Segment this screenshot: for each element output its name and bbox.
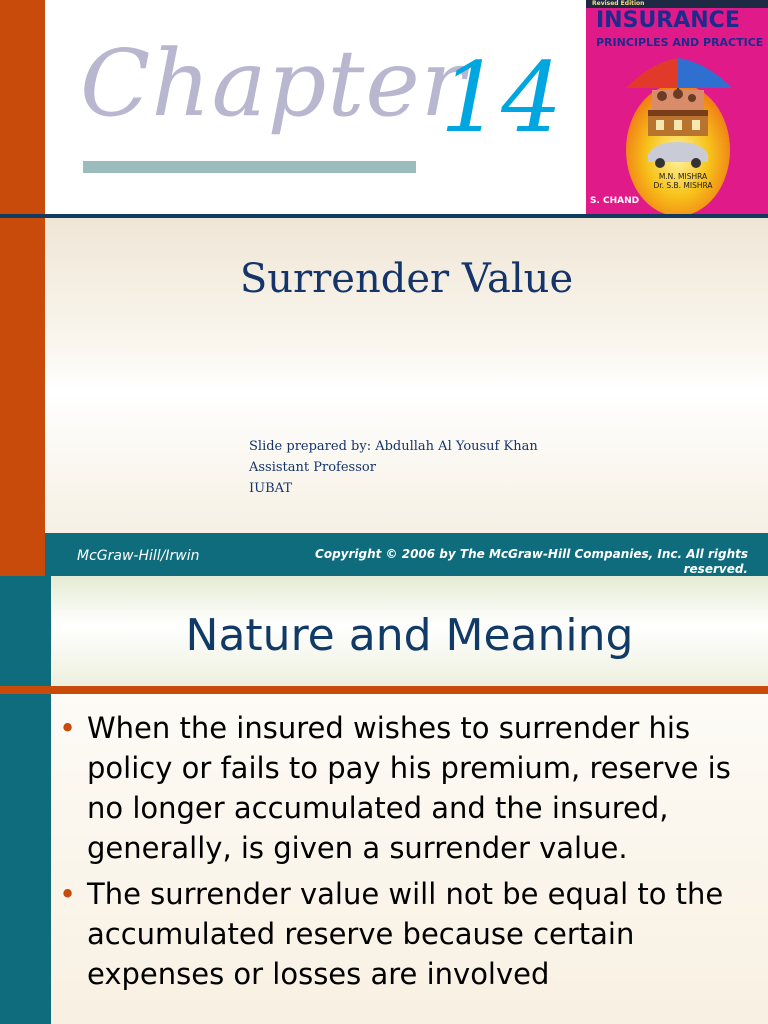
credit-line: IUBAT bbox=[249, 481, 292, 496]
bullet-list bbox=[59, 708, 759, 1000]
chapter-number: 14 bbox=[440, 42, 563, 154]
bullet-item bbox=[59, 708, 759, 868]
book-cover-image bbox=[586, 0, 768, 214]
bullet-item bbox=[59, 874, 759, 994]
footer-publisher: McGraw-Hill/Irwin bbox=[77, 548, 200, 564]
left-accent-bar bbox=[0, 576, 51, 1024]
bullet-dot-icon: • bbox=[59, 711, 77, 745]
bullet-text: The surrender value will not be equal to the accumulated reserve because certain expenses or losses are involved bbox=[87, 877, 724, 991]
content-slide bbox=[0, 576, 768, 1024]
book-publisher: S. CHAND bbox=[590, 196, 640, 206]
chapter-heading: Chapter bbox=[80, 30, 466, 137]
book-authors bbox=[638, 172, 728, 190]
slide-credits bbox=[249, 436, 538, 499]
slide-title: Nature and Meaning bbox=[185, 610, 634, 661]
title-rule bbox=[0, 686, 768, 694]
book-author: Dr. S.B. MISHRA bbox=[653, 181, 713, 190]
credit-line: Slide prepared by: Abdullah Al Yousuf Khan bbox=[249, 439, 538, 454]
slide-footer bbox=[45, 533, 768, 576]
footer-copyright: Copyright © 2006 by The McGraw-Hill Companies, Inc. All rights reserved. bbox=[315, 547, 748, 576]
credit-line: Assistant Professor bbox=[249, 460, 376, 475]
chapter-underline bbox=[83, 161, 416, 173]
content-slide-header bbox=[51, 576, 768, 686]
bullet-text: When the insured wishes to surrender his policy or fails to pay his premium, reserve is no longer accumulated and the insured, generally, is given a surrender value. bbox=[87, 711, 731, 865]
slide-subtitle: Surrender Value bbox=[239, 256, 574, 302]
book-title: INSURANCE bbox=[596, 8, 740, 33]
content-slide-body bbox=[51, 694, 768, 1024]
bullet-dot-icon: • bbox=[59, 877, 77, 911]
book-author: M.N. MISHRA bbox=[658, 172, 708, 181]
left-accent-bar bbox=[0, 0, 45, 576]
book-subtitle: PRINCIPLES AND PRACTICE bbox=[596, 36, 764, 49]
title-slide-body bbox=[45, 218, 768, 533]
book-edition: Revised Edition bbox=[592, 0, 645, 7]
